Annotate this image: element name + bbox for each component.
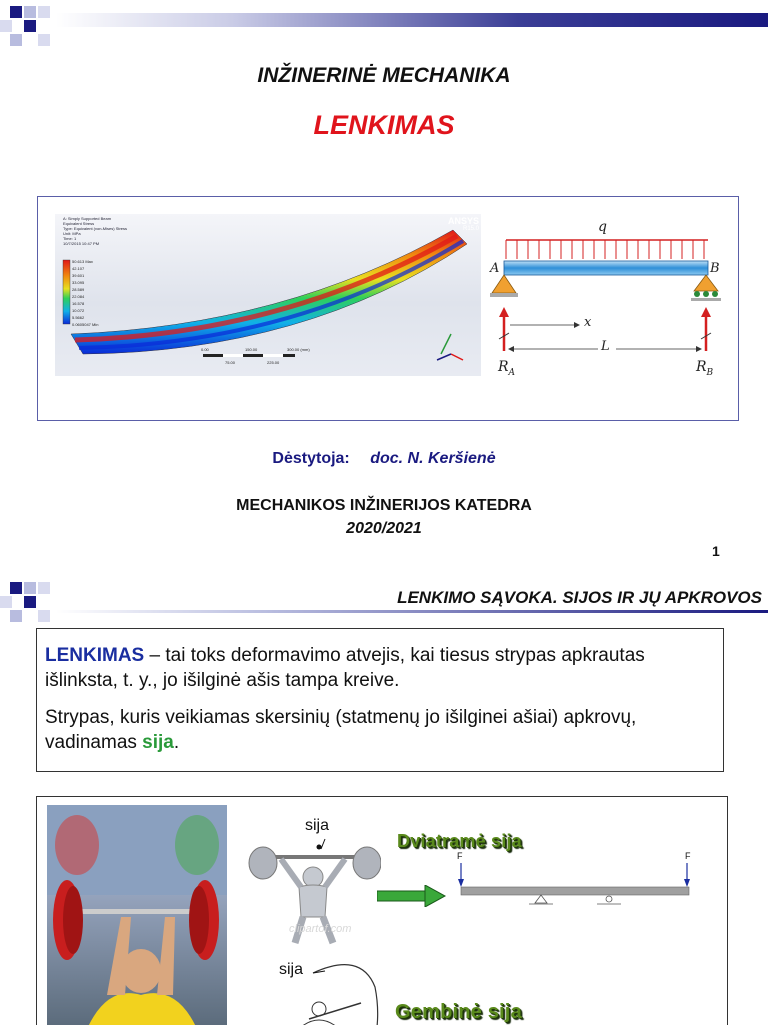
- reaction-a-subscript: A: [508, 367, 516, 378]
- reaction-b-symbol: R: [696, 359, 707, 375]
- slide1-corner-decoration: [0, 0, 56, 46]
- support-a-triangle: [492, 275, 516, 293]
- beam-definition-text: Strypas, kuris veikiamas skersinių (statmenų jo išilginei ašiai) apkrovų, vadinamas: [45, 707, 637, 753]
- fea-scale-label: 150.00: [245, 347, 258, 352]
- reaction-a-symbol: R: [498, 359, 509, 375]
- fea-info-line: A: Simply Supported Beam: [63, 216, 112, 221]
- reaction-b-arrow: [701, 307, 711, 351]
- slide2-header-title: LENKIMO SĄVOKA. SIJOS IR JŲ APKROVOS: [397, 588, 762, 607]
- topic-title: LENKIMAS: [313, 110, 455, 140]
- lecturer-name: doc. N. Keršienė: [370, 450, 496, 467]
- reaction-a-arrow: [499, 307, 509, 351]
- load-arrows: [506, 240, 704, 259]
- definition-dash: –: [144, 645, 166, 666]
- lecturer-line: [0, 450, 768, 468]
- fea-legend-value: 33.095: [72, 280, 85, 285]
- slide2-corner-decoration: [0, 576, 56, 622]
- force-left-label: F: [457, 851, 463, 861]
- force-left-arrow: [458, 863, 464, 887]
- support-a-label: A: [490, 261, 500, 276]
- fea-legend-value: 10.072: [72, 308, 85, 313]
- definition-paragraph: [45, 643, 713, 693]
- definition-term: LENKIMAS: [45, 645, 145, 666]
- fea-legend-min: 0.0605047 Min: [72, 322, 99, 327]
- x-axis-arrow: [510, 322, 580, 328]
- figure-frame: [37, 196, 739, 421]
- course-title: INŽINERINĖ MECHANIKA: [257, 64, 511, 87]
- fea-scale-sublabel: 75.00: [225, 360, 236, 365]
- weightlifter-photo: [47, 805, 227, 1025]
- reaction-a-label: [498, 359, 515, 378]
- beam: [504, 261, 708, 275]
- reaction-b-subscript: B: [706, 367, 714, 378]
- fea-legend-value: 16.578: [72, 301, 85, 306]
- beam-definition-end: .: [173, 732, 180, 753]
- reaction-b-label: [696, 359, 713, 378]
- fea-legend-labels: [72, 258, 98, 328]
- watermark: clipartof.com: [289, 923, 352, 935]
- force-right-arrow: [684, 863, 690, 887]
- fea-info-line: Equivalent Stress: [63, 221, 95, 226]
- fea-stress-image: [55, 214, 481, 376]
- lecturer-label: Dėstytoja:: [272, 450, 350, 467]
- two-support-beam-title: Dviatramė sija: [397, 831, 522, 851]
- fea-scale-label: 0.00: [201, 347, 209, 352]
- weightlifter-drawing: [47, 805, 227, 1025]
- slide1-header-gradient-bar: [56, 13, 768, 27]
- slide-number: 1: [712, 543, 720, 559]
- fea-info-line: Unit: MPa: [63, 231, 81, 236]
- fea-info-line: Time: 1: [63, 236, 77, 241]
- sija-label-top: sija: [305, 817, 330, 834]
- fea-legend-value: 28.589: [72, 287, 85, 292]
- beam-bar: [461, 887, 689, 895]
- cantilever-beam-title: Gembinė sija: [395, 1001, 522, 1023]
- fea-legend-max: 50.613 Max: [72, 259, 93, 264]
- academic-year: 2020/2021: [346, 520, 422, 537]
- fea-scale-sublabel: 225.00: [267, 360, 280, 365]
- fea-legend-value: 22.084: [72, 294, 85, 299]
- axis-x-label: x: [584, 315, 592, 330]
- beam-definition-term: sija: [142, 732, 174, 753]
- force-right-label: F: [685, 851, 691, 861]
- green-arrow: [377, 885, 447, 907]
- definition-box: [36, 628, 724, 772]
- fea-legend-value: 39.601: [72, 273, 85, 278]
- beam-definition-paragraph: [45, 705, 713, 755]
- fea-info-line: 10/7/2015 10:47 PM: [63, 241, 100, 246]
- fea-legend-value: 42.107: [72, 266, 85, 271]
- fea-info-line: Type: Equivalent (von-Mises) Stress: [63, 226, 128, 231]
- sija-label-bottom: sija: [279, 961, 304, 978]
- department-name: MECHANIKOS INŽINERIJOS KATEDRA: [236, 497, 532, 514]
- two-support-beam-diagram: [453, 861, 693, 921]
- fea-scale-label: 300.00 (mm): [287, 347, 310, 352]
- fea-info: [63, 216, 127, 246]
- support-b-label: B: [710, 261, 720, 276]
- fisherman-figure: [265, 947, 385, 1025]
- support-b-triangle: [694, 275, 718, 291]
- fea-version: R15.0: [462, 226, 479, 232]
- length-label: L: [601, 339, 610, 354]
- illustrations-box: [36, 796, 728, 1025]
- definition-text: tai toks deformavimo atvejis, kai tiesus strypas apkrautas išlinksta, t. y., jo išilginė ašis tampa kreive.: [45, 645, 645, 691]
- fea-brand: ANSYS: [447, 216, 479, 226]
- load-label: q: [598, 219, 607, 235]
- slide2-header-gradient-bar: [56, 610, 768, 613]
- fea-legend-value: 5.5662: [72, 315, 85, 320]
